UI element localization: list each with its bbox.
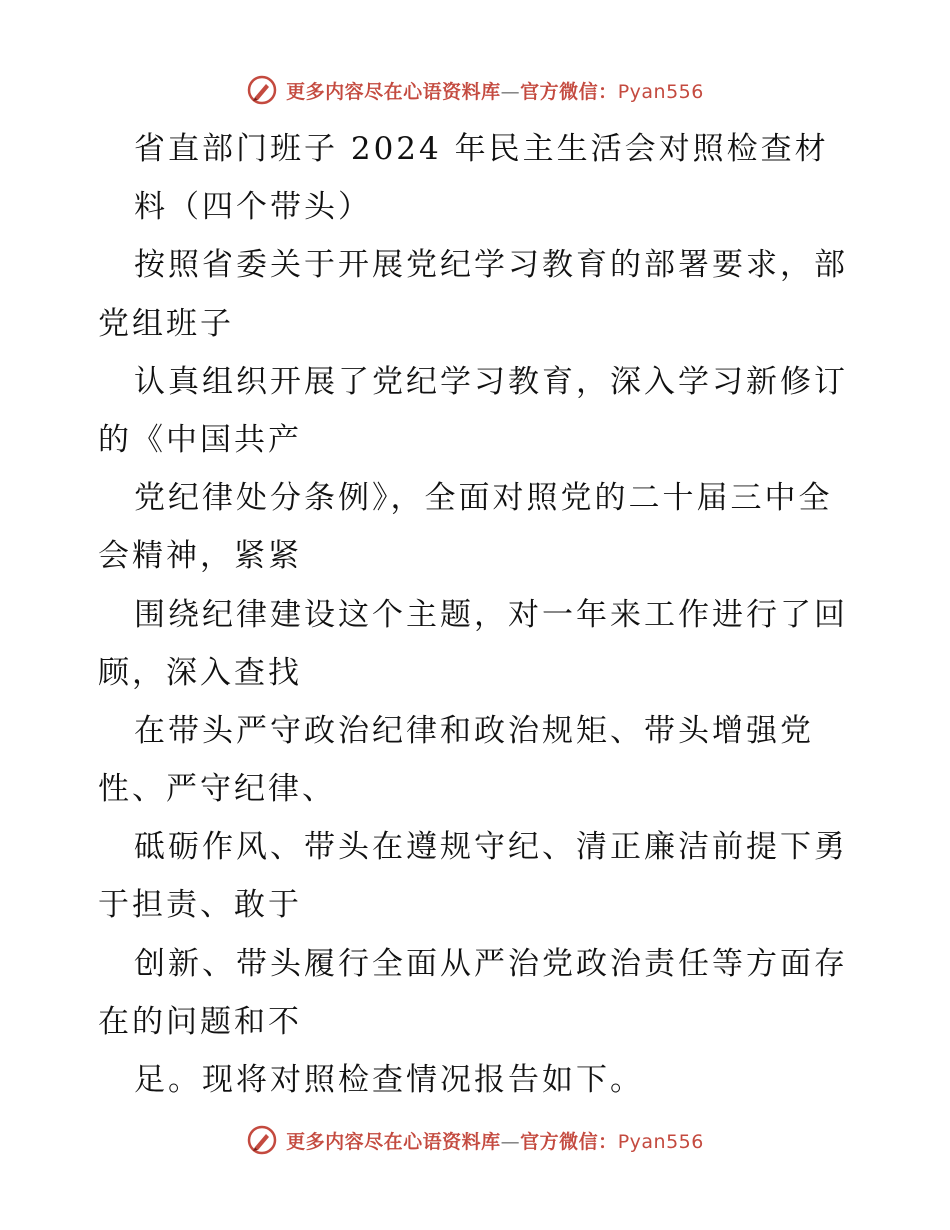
watermark-footer [0,1120,950,1160]
pen-logo-icon [246,1124,278,1156]
doc-line: 在的问题和不 [98,1003,302,1040]
watermark-separator: — [500,80,521,103]
watermark-text [286,77,704,104]
doc-line: 创新、带头履行全面从严治党政治责任等方面存 [134,945,848,982]
doc-line: 认真组织开展了党纪学习教育，深入学习新修订 [134,363,848,400]
doc-line: 于担责、敢于 [98,887,302,924]
doc-line: 会精神，紧紧 [98,538,302,575]
doc-line: 围绕纪律建设这个主题，对一年来工作进行了回 [134,596,848,633]
doc-line: 在带头严守政治纪律和政治规矩、带头增强党 [134,712,814,749]
doc-line: 按照省委关于开展党纪学习教育的部署要求，部 [134,247,848,284]
pen-logo-icon [246,74,278,106]
watermark-wechat-id: Pyan556 [617,1130,704,1153]
watermark-wechat-label: 官方微信： [520,1130,618,1153]
watermark-separator: — [500,1130,521,1153]
doc-line: 顾，深入查找 [98,654,302,691]
watermark-site-text: 更多内容尽在心语资料库 [286,80,501,103]
doc-line: 性、严守纪律、 [98,771,336,808]
doc-line: 足。现将对照检查情况报告如下。 [134,1062,644,1098]
watermark-wechat-id: Pyan556 [617,80,704,103]
watermark-text [286,1127,704,1154]
doc-line: 党组班子 [98,305,234,342]
doc-line: 的《中国共产 [98,421,302,458]
watermark-site-text: 更多内容尽在心语资料库 [286,1130,501,1153]
watermark-header [0,70,950,110]
doc-line: 党纪律处分条例》，全面对照党的二十届三中全 [134,480,833,517]
document-body [0,120,950,1109]
doc-title-line-2: 料（四个带头） [134,189,372,226]
doc-title-line-1: 省直部门班子 2024 年民主生活会对照检查材 [134,131,829,167]
doc-line: 砥砺作风、带头在遵规守纪、清正廉洁前提下勇 [134,829,848,866]
watermark-wechat-label: 官方微信： [520,80,618,103]
